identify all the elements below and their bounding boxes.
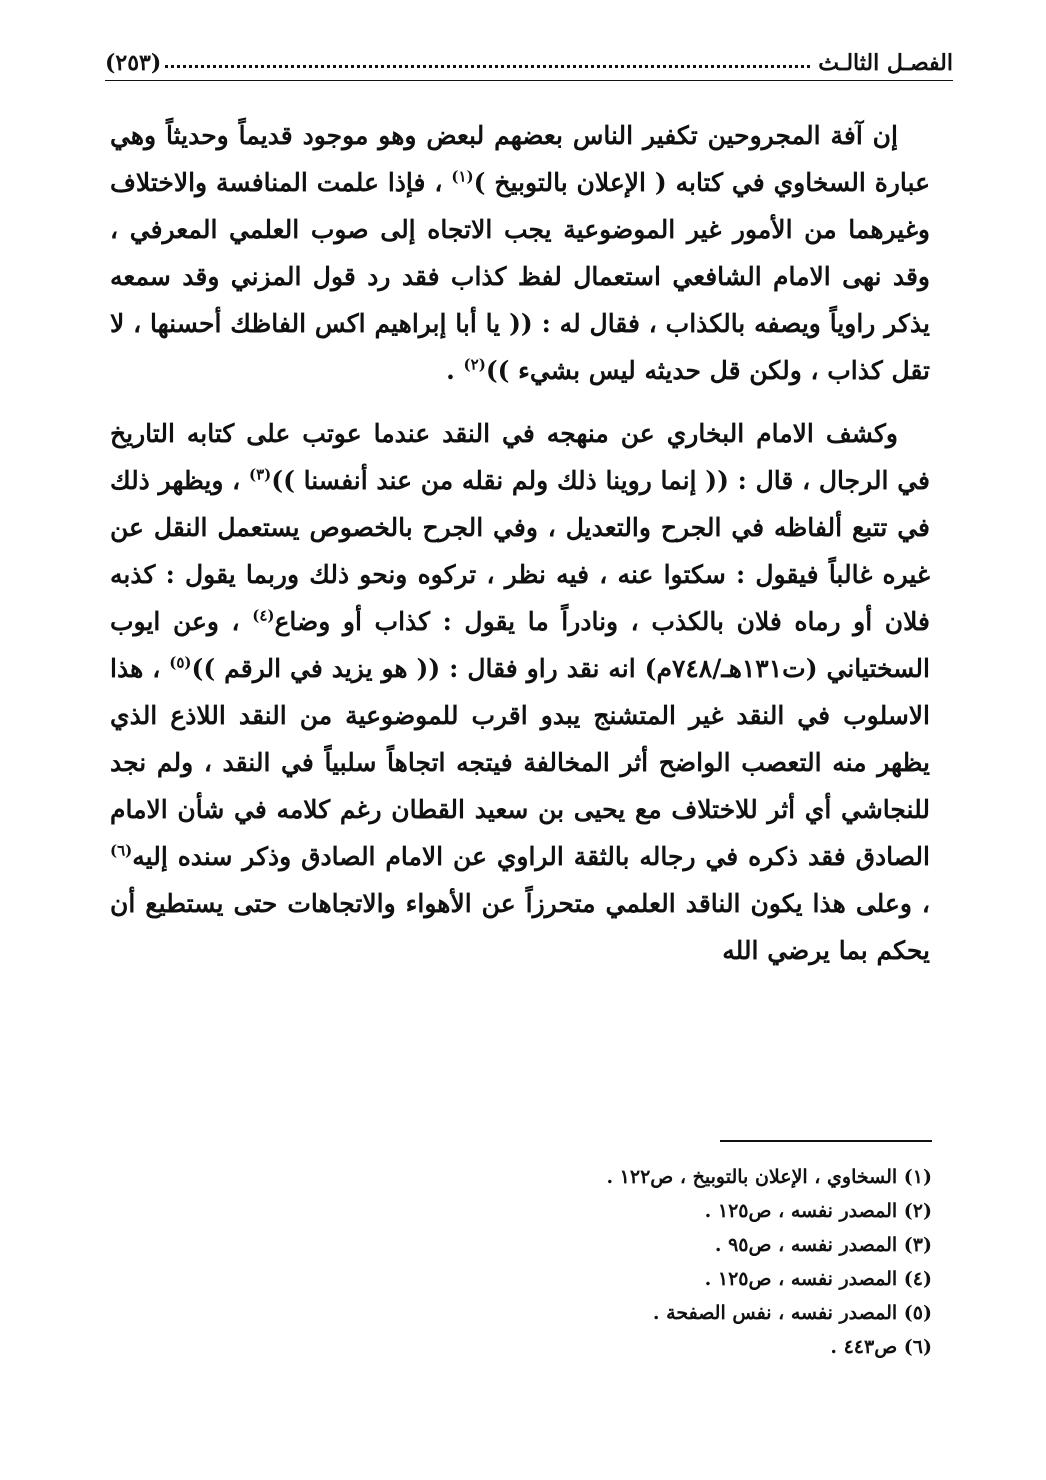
footnote-item: (١) السخاوي ، الإعلان بالتوبيخ ، ص١٢٢ . xyxy=(606,1166,932,1188)
text-segment: ، هذا الاسلوب في النقد غير المتشنج يبدو اقرب للموضوعية من النقد اللاذع الذي يظهر منه التعصب الواضح أثر المخالفة فيتجه اتجاهاً سلبياً في النقد ، ولم نجد للنجاشي أي أثر للاختلاف مع يحيى بن سعيد القطان رغم كلامه في شأن الامام الصادق فقد ذكره في رجاله بالثقة الراوي عن الامام الصادق وذكر سنده إليه xyxy=(110,654,930,871)
page-number: (٢٥٣) xyxy=(105,50,162,76)
footnotes-list xyxy=(420,1160,932,1364)
footnote-ref: (٤) xyxy=(252,606,275,625)
paragraph-2 xyxy=(110,410,930,974)
text-segment: ، ويظهر ذلك في تتبع ألفاظه في الجرح والتعديل ، وفي الجرح بالخصوص يستعمل النقل عن غيره غالباً فيقول : سكتوا عنه ، فيه نظر ، تركوه ونحو ذلك وربما يقول : كذبه فلان أو رماه فلان بالكذب ، ونادراً ما يقول : كذاب أو وضاع xyxy=(110,466,930,636)
text-segment: ، فإذا علمت المنافسة والاختلاف وغيرهما من الأمور غير الموضوعية يجب الاتجاه إلى صوب العلمي المعرفي ، وقد نهى الامام الشافعي استعمال لفظ كذاب فقد رد قول المزني وقد سمعه يذكر راوياً ويصفه بالكذاب ، فقال له : (( يا أبا إبراهيم اكس الفاظك أحسنها ، لا تقل كذاب ، ولكن قل حديثه ليس بشيء )) xyxy=(110,168,930,385)
chapter-title: الفصـل الثالـث xyxy=(818,50,953,76)
footnote-ref: (٢) xyxy=(463,355,486,374)
text-segment: ، وعلى هذا يكون الناقد العلمي متحرزاً عن الأهواء والاتجاهات حتى يستطيع أن يحكم بما يرضي الله xyxy=(110,889,930,965)
footnote-item: (٢) المصدر نفسه ، ص١٢٥ . xyxy=(704,1200,932,1222)
text-segment: . xyxy=(446,356,464,385)
footnote-separator xyxy=(720,1140,932,1142)
footnote-item: (٣) المصدر نفسه ، ص٩٥ . xyxy=(714,1234,932,1256)
footnote-item: (٦) ص٤٤٣ . xyxy=(830,1336,932,1358)
footnote-item: (٥) المصدر نفسه ، نفس الصفحة . xyxy=(652,1302,932,1324)
footnote-ref: (١) xyxy=(451,167,474,186)
footnote-item: (٤) المصدر نفسه ، ص١٢٥ . xyxy=(704,1268,932,1290)
paragraph-1 xyxy=(110,112,930,394)
footnote-ref: (٦) xyxy=(110,841,133,860)
leader-dots xyxy=(165,65,810,68)
running-header xyxy=(105,36,953,76)
footnote-ref: (٣) xyxy=(248,465,272,484)
footnote-ref: (٥) xyxy=(169,653,192,672)
text-segment: ، وعن ايوب السختياني (ت١٣١هـ/٧٤٨م) انه نقد راو فقال : (( هو يزيد في الرقم )) xyxy=(110,607,930,683)
body-text xyxy=(110,112,930,974)
text-segment: وكشف الامام البخاري عن منهجه في النقد عندما عوتب على كتابه التاريخ في الرجال ، قال : (( إنما روينا ذلك ولم نقله من عند أنفسنا )) xyxy=(110,419,931,495)
text-segment: إن آفة المجروحين تكفير الناس بعضهم لبعض وهو موجود قديماً وحديثاً وهي عبارة السخاوي في كتابه ( الإعلان بالتوبيخ ) xyxy=(110,121,931,197)
header-rule xyxy=(105,80,953,81)
